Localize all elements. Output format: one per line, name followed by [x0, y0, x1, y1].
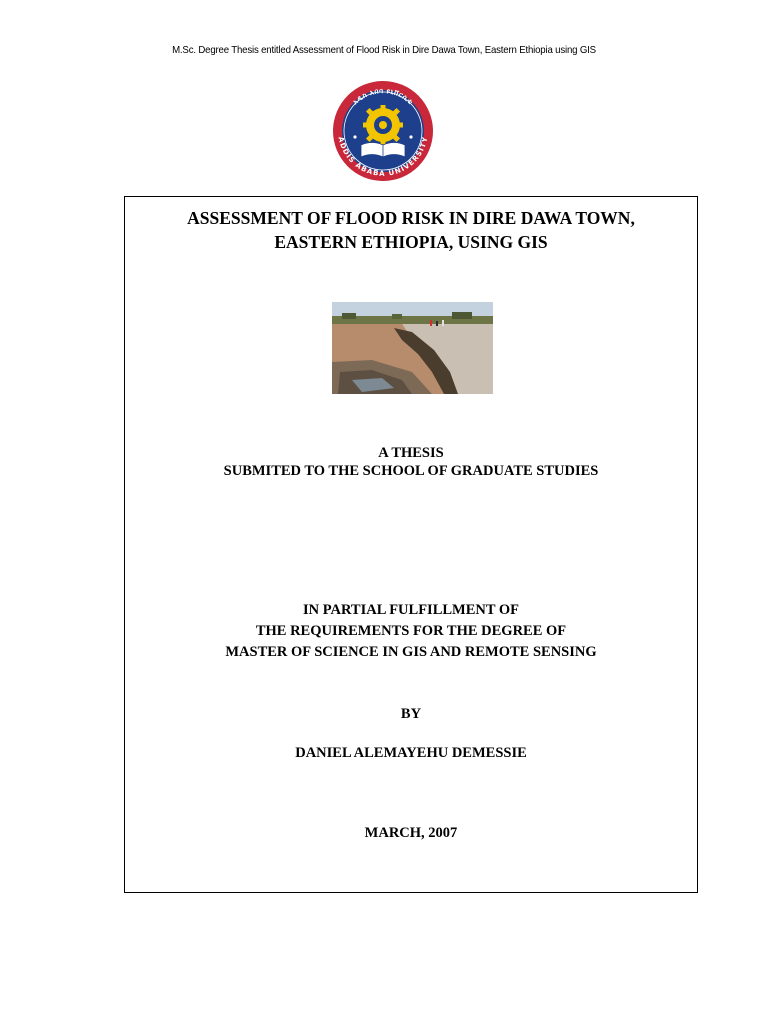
thesis-label: A THESIS — [378, 445, 444, 461]
seal-top-text: አዲስ አበባ ዩኒቨርሲቲ — [351, 86, 415, 107]
gear-icon — [363, 105, 403, 145]
author-name: DANIEL ALEMAYEHU DEMESSIE — [295, 745, 527, 761]
fulfillment-line-2: THE REQUIREMENTS FOR THE DEGREE OF — [255, 623, 567, 639]
by-label: BY — [400, 706, 422, 722]
seal-bottom-text: ADDIS ABABA UNIVERSITY — [336, 136, 430, 178]
open-book-icon — [361, 143, 405, 158]
title-frame — [124, 196, 698, 893]
fulfillment-line-3: MASTER OF SCIENCE IN GIS AND REMOTE SENSING — [225, 644, 597, 660]
thesis-title-line-2: EASTERN ETHIOPIA, USING GIS — [274, 232, 548, 252]
fulfillment-line-1: IN PARTIAL FULFILLMENT OF — [302, 602, 520, 618]
submission-date: MARCH, 2007 — [364, 825, 458, 841]
university-seal — [331, 79, 435, 183]
running-header: M.Sc. Degree Thesis entitled Assessment of Flood Risk in Dire Dawa Town, Eastern Ethiopia using GIS — [172, 44, 596, 56]
submitted-to: SUBMITED TO THE SCHOOL OF GRADUATE STUDIES — [223, 463, 599, 479]
thesis-title-line-1: ASSESSMENT OF FLOOD RISK IN DIRE DAWA TOWN, — [187, 208, 635, 228]
flood-damage-photo — [332, 302, 493, 394]
